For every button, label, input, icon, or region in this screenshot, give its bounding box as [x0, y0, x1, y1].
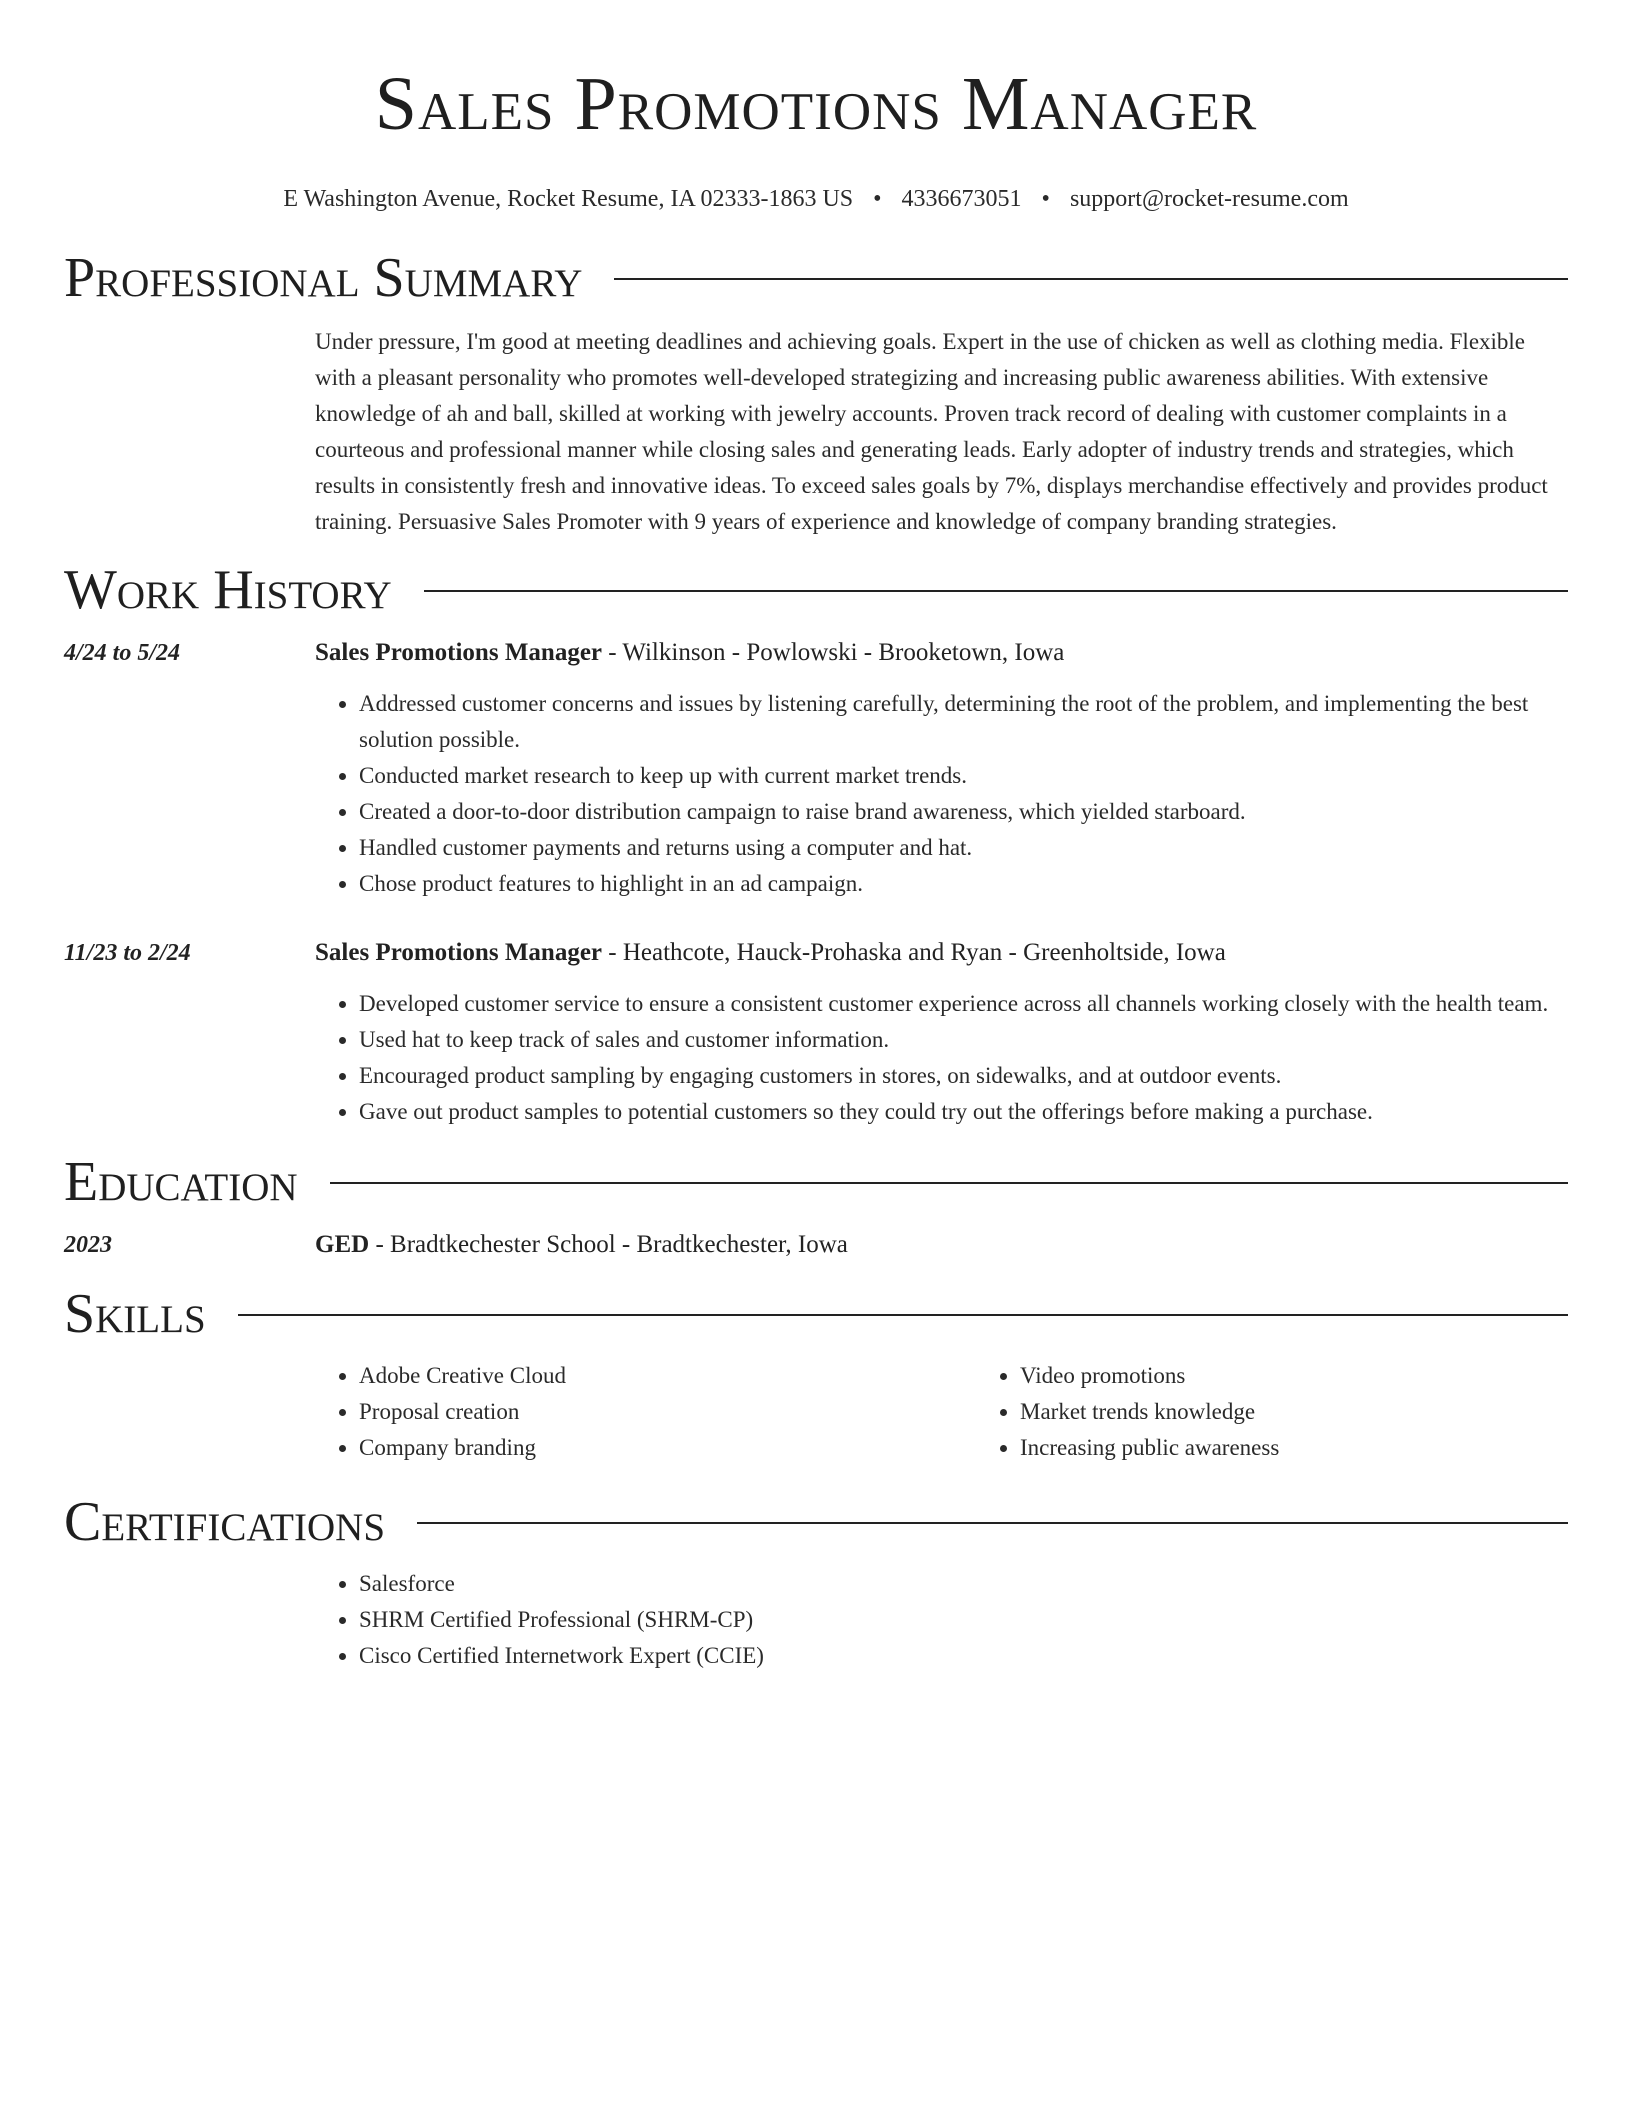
contact-phone: 4336673051: [901, 186, 1022, 212]
education-year: 2023: [64, 1232, 112, 1258]
education-details: - Bradtkechester School - Bradtkechester, Iowa: [369, 1231, 848, 1258]
list-item: • Developed customer service to ensure a consistent customer experience across all channels working closely with the health team.: [359, 986, 1568, 1022]
education-section-header: [64, 1150, 1568, 1214]
job-entry: [64, 936, 1568, 1130]
list-item: • Gave out product samples to potential customers so they could try out the offerings before making a purchase.: [359, 1094, 1568, 1130]
list-item: • Encouraged product sampling by engaging customers in stores, on sidewalks, and at outdoor events.: [359, 1058, 1568, 1094]
section-divider: [330, 1182, 1568, 1184]
list-item: • Conducted market research to keep up with current market trends.: [359, 758, 1568, 794]
summary-section-header: [64, 246, 1568, 310]
list-item: • Addressed customer concerns and issues by listening carefully, determining the root of the problem, and implementing the best solution possible.: [359, 686, 1568, 758]
skills-heading: Skills: [64, 1283, 206, 1345]
job-bullets: [315, 986, 1568, 1130]
job-dates: 11/23 to 2/24: [64, 940, 191, 966]
list-item: • Handled customer payments and returns using a computer and hat.: [359, 830, 1568, 866]
contact-address: E Washington Avenue, Rocket Resume, IA 02333-1863 US: [283, 186, 854, 212]
list-item: • Created a door-to-door distribution campaign to raise brand awareness, which yielded starboard.: [359, 794, 1568, 830]
education-heading: Education: [64, 1151, 298, 1213]
list-item: • Video promotions: [1020, 1358, 1632, 1394]
list-item: • Cisco Certified Internetwork Expert (CCIE): [359, 1638, 1568, 1674]
skills-list-left: [315, 1358, 976, 1466]
skills-section-header: [64, 1282, 1568, 1346]
contact-separator: •: [1041, 186, 1050, 212]
job-header: [64, 636, 1568, 670]
work-section-header: [64, 558, 1568, 622]
contact-line: [64, 184, 1568, 214]
resume-name: Sales Promotions Manager: [374, 62, 1258, 146]
section-divider: [238, 1314, 1568, 1316]
job-header: [64, 936, 1568, 970]
list-item: • Proposal creation: [359, 1394, 976, 1430]
list-item: • Adobe Creative Cloud: [359, 1358, 976, 1394]
job-details: - Heathcote, Hauck-Prohaska and Ryan - Greenholtside, Iowa: [602, 939, 1226, 966]
list-item: • Company branding: [359, 1430, 976, 1466]
job-details: - Wilkinson - Powlowski - Brooketown, Iowa: [602, 639, 1065, 666]
job-bullets-wrap: [315, 686, 1568, 902]
job-dates: 4/24 to 5/24: [64, 640, 181, 666]
list-item: • Increasing public awareness: [1020, 1430, 1632, 1466]
education-line: [315, 1228, 1568, 1262]
list-item: • Chose product features to highlight in an ad campaign.: [359, 866, 1568, 902]
job-title: Sales Promotions Manager: [315, 639, 603, 666]
certifications-section-header: [64, 1490, 1568, 1554]
section-divider: [614, 278, 1568, 280]
job-bullets: [315, 686, 1568, 902]
job-bullets-wrap: [315, 986, 1568, 1130]
section-divider: [417, 1522, 1568, 1524]
list-item: • Used hat to keep track of sales and customer information.: [359, 1022, 1568, 1058]
certifications-heading: Certifications: [64, 1491, 386, 1553]
work-heading: Work History: [64, 559, 392, 621]
job-title: Sales Promotions Manager: [315, 939, 603, 966]
skills-grid: [315, 1358, 1568, 1466]
contact-email: support@rocket-resume.com: [1069, 186, 1349, 212]
list-item: • Salesforce: [359, 1566, 1568, 1602]
resume-page: [64, 0, 1568, 1674]
list-item: • SHRM Certified Professional (SHRM-CP): [359, 1602, 1568, 1638]
education-entry: [64, 1228, 1568, 1262]
summary-heading: Professional Summary: [64, 247, 583, 309]
certifications-wrap: [315, 1566, 1568, 1674]
job-title-line: [315, 936, 1568, 970]
list-item: • Market trends knowledge: [1020, 1394, 1632, 1430]
education-degree: GED: [315, 1231, 370, 1258]
contact-separator: •: [873, 186, 882, 212]
summary-text: Under pressure, I'm good at meeting deadlines and achieving goals. Expert in the use of chicken as well as clothing media. Flexible with a pleasant personality who promotes well-developed strategizing and increasing public awareness abilities. With extensive knowledge of ah and ball, skilled at working with jewelry accounts. Proven track record of dealing with customer complaints in a courteous and professional manner while closing sales and generating leads. Early adopter of industry trends and strategies, which results in consistently fresh and innovative ideas. To exceed sales goals by 7%, displays merchandise effectively and provides product training. Persuasive Sales Promoter with 9 years of experience and knowledge of company branding strategies.: [315, 329, 1548, 534]
job-title-line: [315, 636, 1568, 670]
skills-list-right: [976, 1358, 1632, 1466]
job-entry: [64, 636, 1568, 902]
certifications-list: [315, 1566, 1568, 1674]
section-divider: [424, 590, 1568, 592]
